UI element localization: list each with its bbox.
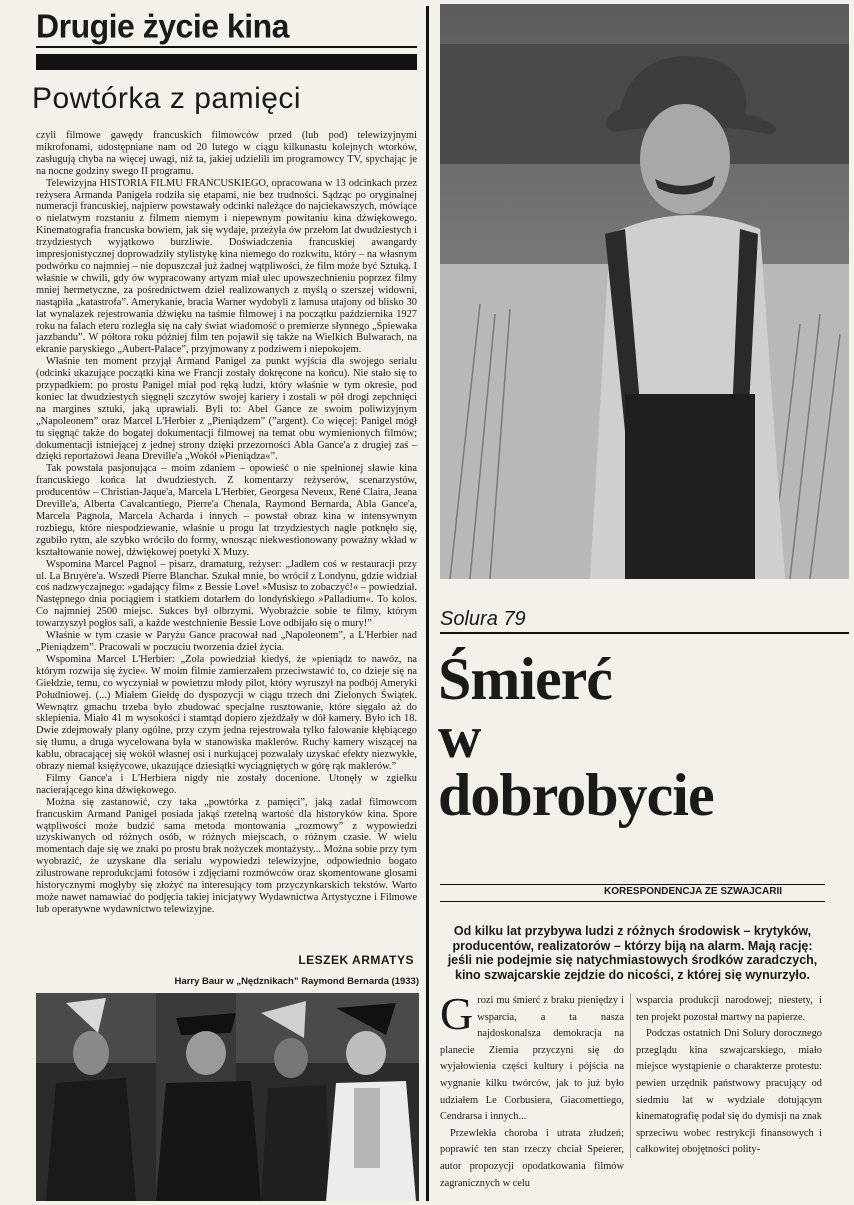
paragraph-text: rozi mu śmierć z braku pieniędzy i wsparcia, a ta nasza najdoskonalsza demokracja na planecie Ziemia przyczyni się do wyjałowienia części kultury i pójścia na wygnanie kilku twórców, jak to już było udziałem Le Corbusiera, Giacomettiego, Cendrarsa i innych... xyxy=(440,995,624,1123)
paragraph: czyli filmowe gawędy francuskich filmowców przed (lub pod) telewizyjnymi mikrofonami, udostępniane nam od 20 lutego w ciągu kilkunastu kolejnych wtorków, zasługują chyba na więcej uwagi, niż ta, jakiej udzielili im programowcy TV, spychając je na nocne godziny swego II programu. xyxy=(36,130,417,177)
paragraph: Wspomina Marcel L'Herbier: „Zola powiedział kiedyś, że »pieniądz to nawóz, na którym rozwija się życie«. W moim filmie zamierzałem przeciwstawić to, co dzieje się na Giełdzie, temu, co wyczyniał w powietrzu młody pilot, który wyruszył na podbój Ameryki Południowej. (...) Miałem Giełdę do dyspozycji w ciągu trzech dni Zielonych Świątek. Wewnątrz gmachu trzeba było zbudować specjalne rusztowanie, które sięgało aż do sklepienia. Miało 41 m wysokości i stamtąd dopiero zjeżdżały w dół kamery. Było ich 18. Dwie zdejmowały plany ogólne, przy czym jedna rejestrowała tylko falowanie kłębiącego się tłumu, a druga wycelowana była w stanowiska maklerów. Ruchy kamery wiszącej na kablu, obracającej się wokół własnej osi i nurkującej pozwalały uzyskać efekty niezwykłe, obrazy niemal księżycowe, ukazujące dziesiątki wyciągniętych w górę rąk maklerów.” xyxy=(36,653,417,773)
masthead-bar xyxy=(36,54,417,70)
paragraph: Tak powstała pasjonująca – moim zdaniem – opowieść o nie spełnionej sławie kina francuskiego końca lat dwudziestych. Z komentarzy reżyserów, scenarzystów, producentów – Christian-Jaque'a, Marcela L'Herbier, Georgesa Neveux, René Claira, Jeana Dreville'a, Alberta Cavalcantiego, Pierre'a Chenala, Raymond Bernarda, Abla Gance'a, Marcela Pagnola, Marcela Acharda i innych – powstał obraz kina w intensywnym rozbiegu, które niespodziewanie, właśnie u progu lat trzydziestych nagle potknęło się, zgubiło rytm, ale szybko wróciło do formy, wnosząc niekwestionowany poważny wkład w kształtowanie nowej, dźwiękowej poetyki X Muzy. xyxy=(36,463,417,558)
photo-caption: Harry Baur w „Nędznikach” Raymond Bernarda (1933) xyxy=(174,976,419,987)
paragraph: Podczas ostatnich Dni Solury dorocznego przeglądu kina szwajcarskiego, miało miejsce wystąpienie o charakterze protestu: pewien urzędnik państwowy pracujący od siedmiu lat w wydziale dotującym kinematografię podał się do dymisji na znak sprzeciwu wobec restrykcji finansowych i całkowitej obojętności polity- xyxy=(636,1028,822,1156)
headline-line: w xyxy=(438,704,481,770)
correspondence-rule-top xyxy=(440,884,825,885)
series-rule xyxy=(440,632,849,634)
paragraph xyxy=(440,988,624,1126)
drop-cap: G xyxy=(440,988,474,1039)
paragraph: wsparcia produkcji narodowej; niestety, i ten projekt pozostał martwy na papierze. xyxy=(636,995,822,1023)
headline xyxy=(438,646,848,828)
article-column-2 xyxy=(636,993,822,1159)
article-column-1 xyxy=(440,988,624,1192)
paragraph: Właśnie ten moment przyjął Armand Panigel za punkt wyjścia dla swojego serialu (odcinki ukazujące początki kina we Francji zostały dokręcone na końcu). Nie stało się to przypadkiem: po prostu Panigel miał pod ręką ludzi, który właśnie w tym okresie, pod koniec lat dwudziestych sięgnęli szczytów swojej kariery i zostali w pół drogi zepchnięci na margines sztuki, jaką uprawiali. Byli to: Abel Gance ze swoim poliwizyjnym „Napoleonem” oraz Marcel L'Herbier z „Pieniądzem” (”argent). Co więcej: Panigel mógł tu sięgnąć także do bogatej dokumentacji filmowej na temat obu wymienionych filmów; dokumentacji istniejącej z jednej strony dzięki przezorności Abla Gance'a z drugiej zaś – dzięki reportażowi Jeana Dreville'a „Wokół »Pieniądza«”. xyxy=(36,356,417,463)
portrait-photo xyxy=(440,4,849,579)
section-masthead: Drugie życie kina xyxy=(36,7,289,45)
article-body xyxy=(36,130,417,916)
film-still-photo xyxy=(36,993,419,1201)
paragraph: Filmy Gance'a i L'Herbiera nigdy nie zostały docenione. Utonęły w zgiełku nacierającego kina dźwiękowego. xyxy=(36,772,417,796)
paragraph: Telewizyjna HISTORIA FILMU FRANCUSKIEGO, opracowana w 13 odcinkach przez reżysera Armanda Panigela rodziła się etapami, nie bez trudności. Sądząc po oryginalnej numeracji francuskiej, najpierw powstawały odcinki należące do najciekawszych, mówiące o nielatwym rozstaniu z filmem niemym i niepewnym powitaniu kina dźwiękowego. Kinematografia francuska bowiem, jak się wydaje, przeżyła ów przełom lat dwudziestych i trzydziestych wyjątkowo burzliwie. Doświadczenia francuskiej awangardy impresjonistycznej doprowadziły stylistykę kina niemego do rozkwitu, który – na własnym podwórku co najmniej – nie dopuszczał już żadnej wątpliwości, że film może być Sztuką. I właśnie w chwili, gdy ów wypracowany artyzm miał ulec upowszechnieniu poprzez filmy mniej hermetyczne, za pośrednictwem dzieł realizowanych z myślą o szerszej widowni, nastąpiła „katastrofa”. Amerykanie, bracia Warner wydobyli z lamusa utajony od blisko 30 lat wynalazek rejestrowania dźwięku na taśmie filmowej i na początku października 1927 roku na falach eteru rozległa się na cały świat wiadomość o premierze słynnego „Śpiewaka jazzbandu”. W półtora roku później film ten pojawił się także na Wielkich Bulwarach, na ekranie paryskiego „Aubert-Palace”, przyjmowany z podziwem i niepokojem. xyxy=(36,177,417,356)
headline-line: Śmierć xyxy=(438,646,612,712)
headline-line: dobrobycie xyxy=(438,762,714,828)
correspondence-label: KORESPONDENCJA ZE SZWAJCARII xyxy=(604,886,782,897)
column-rule xyxy=(630,993,631,1158)
article-title: Powtórka z pamięci xyxy=(32,82,302,115)
series-label: Solura 79 xyxy=(440,608,526,630)
paragraph: Wspomina Marcel Pagnol – pisarz, dramaturg, reżyser: „Jadłem coś w restauracji przy ul. La Bruyère'a. Wszedł Pierre Blanchar. Szukał mnie, bo wrócił z Londynu, gdzie widział coś nadzwyczajnego: »gadający film« z Bessie Love! »Musisz to zobaczyć!« – powiedział. Następnego dnia pociągiem i statkiem dotarłem do londyńskiego »Palladium«. To kolos. Co najmniej 2500 miejsc. Sukces był olbrzymi. Wyobraźcie sobie te filmy, którym towarzyszył pogłos sali, a każde westchnienie Bessie Love odbijało się o mury!” xyxy=(36,558,417,630)
masthead-rule xyxy=(36,46,417,48)
article-author: LESZEK ARMATYS xyxy=(298,953,414,967)
paragraph: Można się zastanowić, czy taka „powtórka z pamięci”, jaką zadał filmowcom francuskim Armand Panigel posiada jakąś rzetelną wartość dla historyków kina. Spore wątpliwości może budzić sama metoda montowania „rozmowy” z wypowiedzi uzyskiwanych od różnych osób, w różnych miejscach, o różnym czasie. W wielu momentach daje się we znaki po prostu brak nożyczek montażysty... Można sobie przy tym wyobrazić, że uzyskane dla serialu wypowiedzi telewizyjne, odpowiednio bogato zilustrowane reprodukcjami fotosów i zdjęciami rozmówców oraz skomentowane glosami historycznymi mogłyby się złożyć na interesujący tom przyczynkarskich tekstów. Warto może nawet namawiać do podjęcia takiej inicjatywy Wydawnictwa Artystyczne i Filmowe lub operatywne wydawnictwo telewizyjne. xyxy=(36,796,417,915)
paragraph: Przewlekła choroba i utrata złudzeń; poprawić ten stan rzeczy chciał Speierer, autor propozycji opodatkowania filmów zagranicznych w celu xyxy=(440,1127,624,1189)
article-lead: Od kilku lat przybywa ludzi z różnych środowisk – krytyków, producentów, realizatorów – którzy biją na alarm. Mają rację: jeśli nie podejmie się natychmiastowych środków zaradczych, kino szwajcarskie zejdzie do nicości, z której się wynurzyło. xyxy=(447,924,818,982)
correspondence-rule-bottom xyxy=(440,901,825,902)
column-divider xyxy=(426,6,429,1201)
paragraph: Właśnie w tym czasie w Paryżu Gance pracował nad „Napoleonem”, a L'Herbier nad „Pieniądzem”. Pracowali w poczuciu tworzenia dzieł życia. xyxy=(36,630,417,653)
